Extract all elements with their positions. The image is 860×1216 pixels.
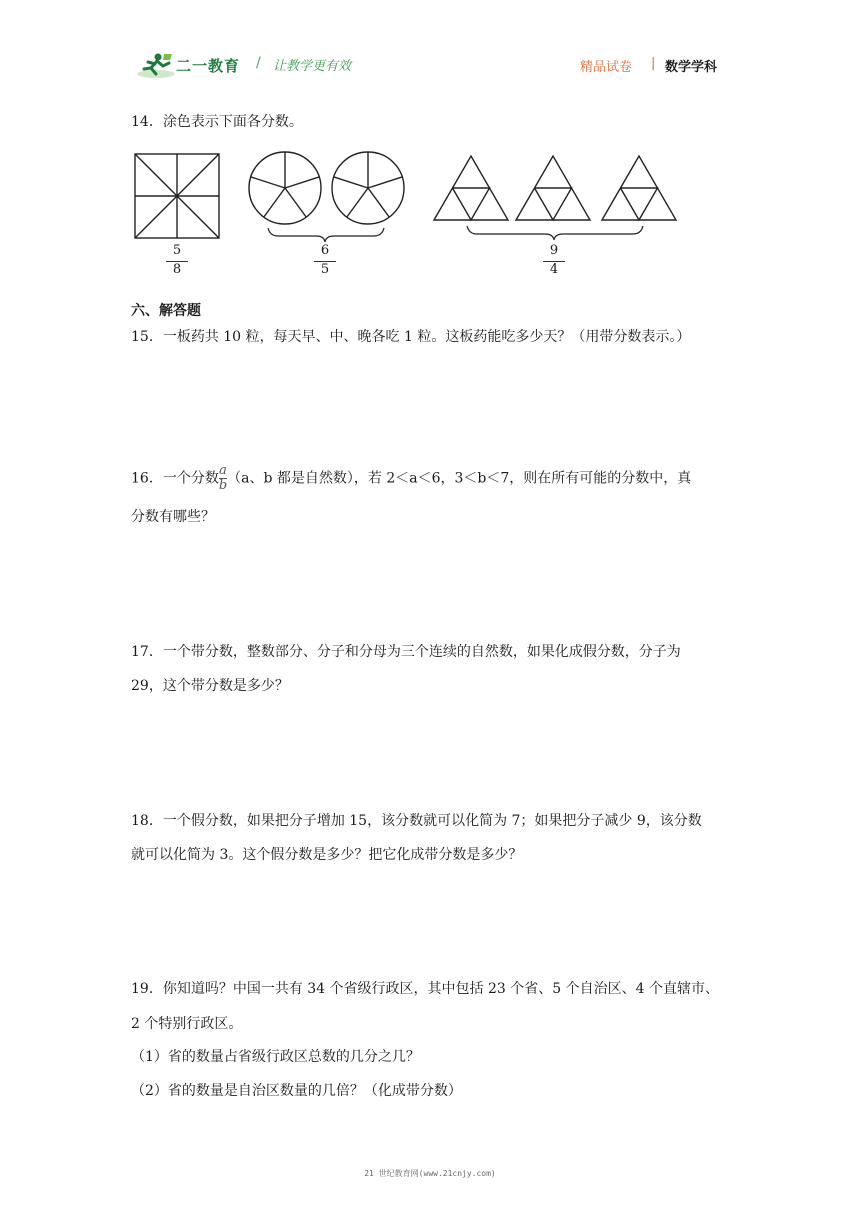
footer: 21 世纪教育网(www.21cnjy.com) [364, 1169, 496, 1178]
circle-figure-2 [332, 152, 404, 224]
fraction-9-4-numerator: 9 [549, 243, 559, 258]
fraction-a-over-b [219, 465, 227, 492]
question-19-line-1: 19．你知道吗？中国一共有 34 个省级行政区，其中包括 23 个省、5 个自治区、4 个直辖市、 [131, 981, 719, 997]
exam-tag: 精品试卷 [580, 60, 633, 75]
square-figure [135, 154, 219, 238]
triangle-figure-2 [516, 156, 590, 220]
triangle-figure-3 [602, 156, 676, 220]
header-slash: / [256, 55, 261, 71]
question-14: 14．涂色表示下面各分数。 [131, 114, 303, 130]
fraction-5-8-numerator: 5 [172, 243, 182, 258]
question-19-line-2: 2 个特别行政区。 [131, 1016, 243, 1032]
header-separator: | [651, 56, 656, 71]
brand-name: 二一教育 [176, 57, 241, 75]
question-18-line-1: 18．一个假分数，如果把分子增加 15，该分数就可以化简为 7；如果把分子减少 9，该分数 [131, 813, 702, 829]
question-16-prefix: 16．一个分数 [131, 470, 219, 487]
section-heading: 六、解答题 [131, 303, 201, 319]
question-17-line-2: 29，这个带分数是多少？ [131, 678, 289, 694]
fraction-denominator: b [218, 478, 228, 493]
circle-figure-1 [249, 152, 321, 224]
brace-triangles [467, 226, 643, 240]
fraction-6-5-numerator: 6 [320, 243, 330, 258]
question-19-sub-2: （2）省的数量是自治区数量的几倍？（化成带分数） [131, 1083, 462, 1099]
question-16-suffix: （a、b 都是自然数），若 2＜a＜6，3＜b＜7，则在所有可能的分数中，真 [227, 470, 692, 487]
fraction-numerator: a [219, 463, 227, 478]
triangle-figure-1 [434, 156, 508, 220]
question-19-sub-1: （1）省的数量占省级行政区总数的几分之几？ [131, 1049, 420, 1065]
question-14-figures [0, 0, 860, 290]
fraction-6-5-denominator: 5 [320, 262, 330, 277]
question-16-line-2: 分数有哪些？ [131, 509, 215, 525]
question-17-line-1: 17．一个带分数，整数部分、分子和分母为三个连续的自然数，如果化成假分数，分子为 [131, 644, 681, 660]
fraction-5-8-denominator: 8 [172, 262, 182, 277]
fraction-9-4-denominator: 4 [549, 262, 559, 277]
brace-circles [268, 228, 384, 242]
slogan: 让教学更有效 [273, 59, 352, 74]
question-16-line-1 [131, 465, 691, 492]
question-18-line-2: 就可以化简为 3。这个假分数是多少？把它化成带分数是多少？ [131, 847, 523, 863]
subject-label: 数学学科 [665, 60, 718, 75]
question-15: 15．一板药共 10 粒，每天早、中、晚各吃 1 粒。这板药能吃多少天？（用带分数表示。） [131, 329, 691, 345]
